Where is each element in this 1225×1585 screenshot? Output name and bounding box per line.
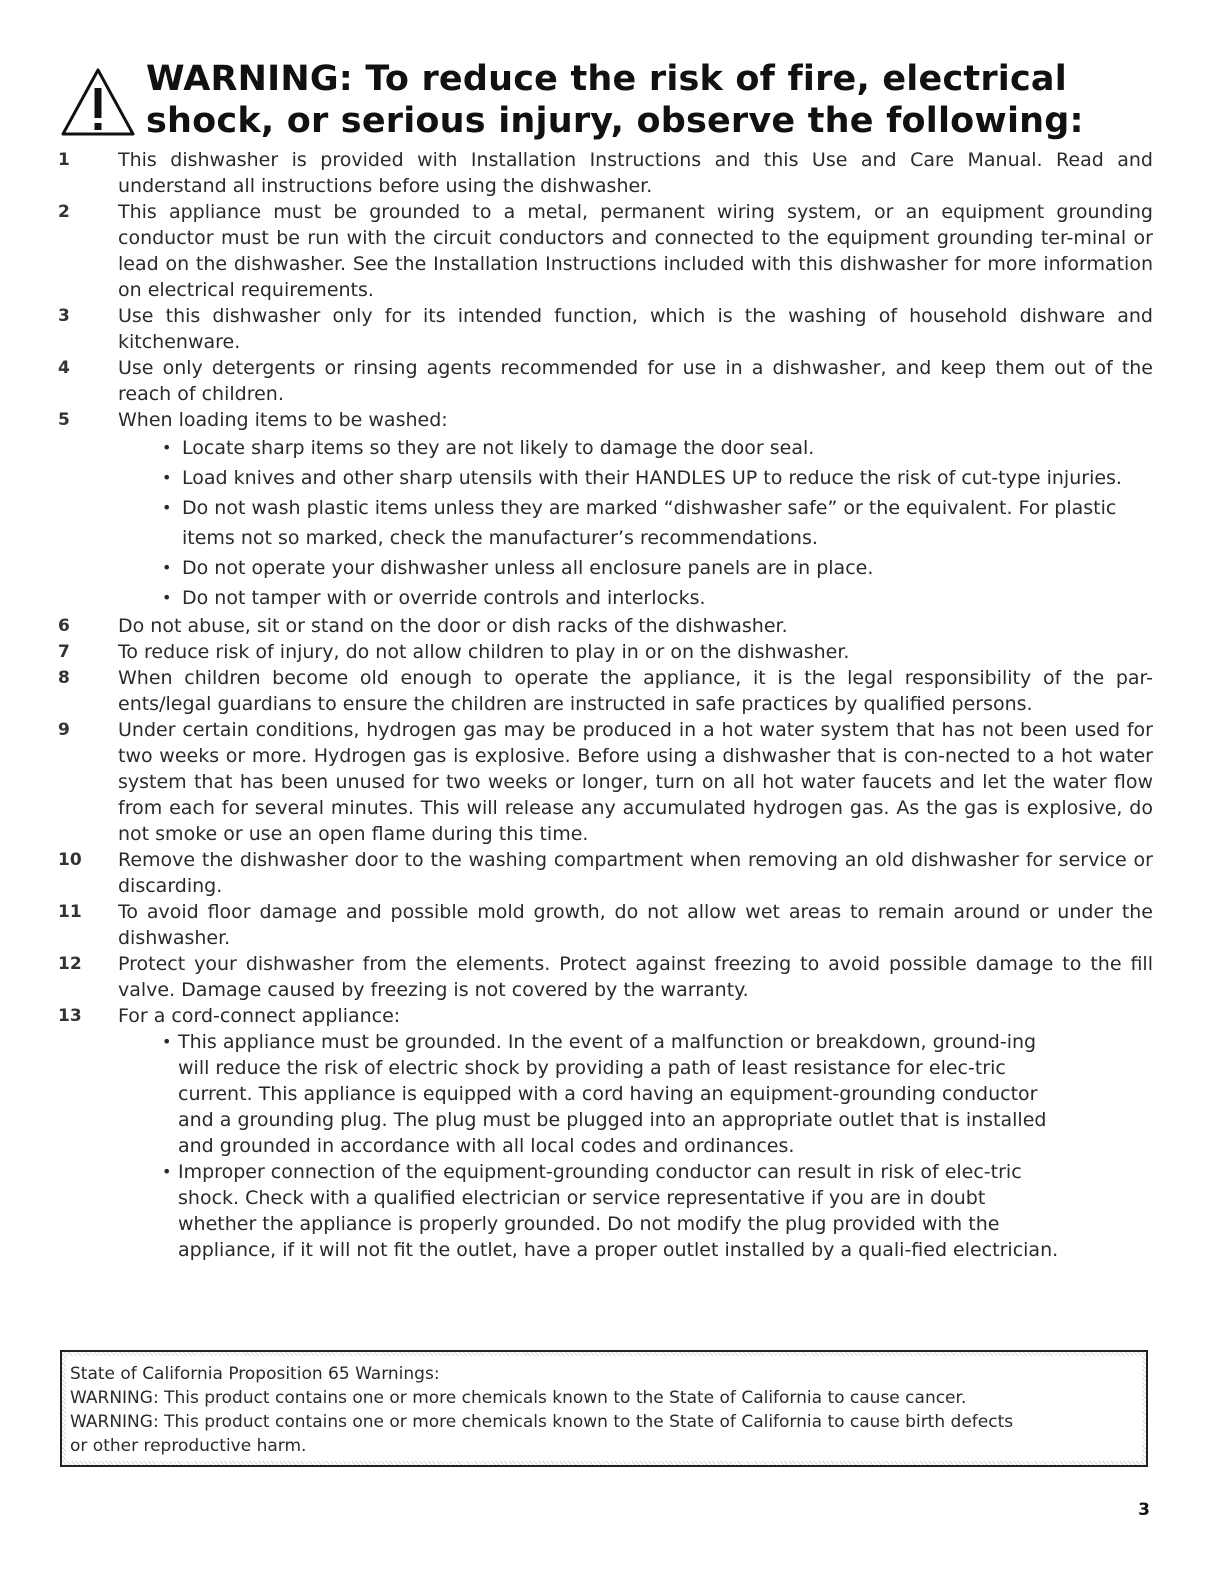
item-text: Under certain conditions, hydrogen gas may be produced in a hot water system that has not been used for two weeks or more. Hydrogen gas is explosive. Before using a dishwasher that is con-nected to a hot water system that has been unused for two weeks or longer, turn on all hot water faucets and let the water flow from each for several minutes. This will release any accumulated hydrogen gas. As the gas is explosive, do not smoke or use an open flame during this time. [118, 719, 1153, 845]
bullet-item: • Load knives and other sharp utensils with their HANDLES UP to reduce the risk of cut-type injuries. [160, 463, 1153, 493]
list-item [58, 199, 1153, 303]
item-number: 7 [58, 642, 70, 662]
item-text: Use this dishwasher only for its intended function, which is the washing of household dishware and kitchenware. [118, 305, 1153, 353]
warning-heading-line2: shock, or serious injury, observe the following: [146, 101, 1084, 141]
item-text: To avoid floor damage and possible mold growth, do not allow wet areas to remain around or under the dishwasher. [118, 901, 1153, 949]
list-item [58, 303, 1153, 355]
prop65-warning-box [60, 1350, 1148, 1467]
item-text: To reduce risk of injury, do not allow children to play in or on the dishwasher. [118, 641, 850, 663]
warning-heading [146, 58, 1186, 142]
list-item [58, 355, 1153, 407]
item-text: When loading items to be washed: [118, 409, 448, 431]
prop65-text [66, 1356, 1142, 1461]
item-text: This dishwasher is provided with Installation Instructions and this Use and Care Manual. Read and understand all instructions before using the dishwasher. [118, 149, 1153, 197]
item-text: For a cord-connect appliance: [118, 1005, 401, 1027]
bullet-item: • Do not wash plastic items unless they are marked “dishwasher safe” or the equivalent. For plastic items not so marked, check the manufacturer’s recommendations. [160, 493, 1153, 553]
prop65-title: State of California Proposition 65 Warnings: [70, 1364, 440, 1384]
bullet-item: • Do not operate your dishwasher unless all enclosure panels are in place. [160, 553, 1153, 583]
prop65-line: or other reproductive harm. [70, 1436, 307, 1456]
item-text: Use only detergents or rinsing agents recommended for use in a dishwasher, and keep them out of the reach of children. [118, 357, 1153, 405]
list-item [58, 951, 1153, 1003]
item-number: 12 [58, 954, 82, 974]
list-item [58, 847, 1153, 899]
cord-connect-bullets [58, 1029, 1153, 1263]
item-number: 5 [58, 410, 70, 430]
list-item [58, 407, 1153, 433]
list-item [58, 1003, 1153, 1029]
bullet-item: • Do not tamper with or override controls and interlocks. [160, 583, 1153, 613]
list-item [58, 613, 1153, 639]
list-item [58, 717, 1153, 847]
item-number: 9 [58, 720, 70, 740]
list-item [58, 665, 1153, 717]
item-text: Protect your dishwasher from the elements. Protect against freezing to avoid possible damage to the fill valve. Damage caused by freezing is not covered by the warranty. [118, 953, 1153, 1001]
bullet-item: • This appliance must be grounded. In the event of a malfunction or breakdown, ground-ing will reduce the risk of electric shock by providing a path of least resistance for elec-tric current. This appliance is equipped with a cord having an equipment-grounding conductor and a grounding plug. The plug must be plugged into an appropriate outlet that is installed and grounded in accordance with all local codes and ordinances. [160, 1029, 1068, 1159]
item-text: Do not abuse, sit or stand on the door or dish racks of the dishwasher. [118, 615, 788, 637]
prop65-line: WARNING: This product contains one or more chemicals known to the State of California to cause cancer. [70, 1388, 967, 1408]
item-number: 10 [58, 850, 82, 870]
warning-heading-line1: WARNING: To reduce the risk of fire, electrical [146, 59, 1067, 99]
item-number: 6 [58, 616, 70, 636]
bullet-item: • Locate sharp items so they are not likely to damage the door seal. [160, 433, 1153, 463]
item-text: This appliance must be grounded to a metal, permanent wiring system, or an equipment grounding conductor must be run with the circuit conductors and connected to the equipment grounding ter-minal or lead on the dishwasher. See the Installation Instructions included with this dishwasher for more information on electrical requirements. [118, 201, 1153, 301]
item-number: 1 [58, 150, 70, 170]
item-number: 8 [58, 668, 70, 688]
item-text: Remove the dishwasher door to the washing compartment when removing an old dishwasher for service or discarding. [118, 849, 1153, 897]
warning-header [60, 58, 1180, 148]
item-number: 4 [58, 358, 70, 378]
bullet-item: • Improper connection of the equipment-grounding conductor can result in risk of elec-tric shock. Check with a qualified electrician or service representative if you are in doubt whether the appliance is properly grounded. Do not modify the plug provided with the appliance, if it will not fit the outlet, have a proper outlet installed by a quali-fied electrician. [160, 1159, 1068, 1263]
list-item [58, 899, 1153, 951]
item-number: 11 [58, 902, 82, 922]
prop65-line: WARNING: This product contains one or more chemicals known to the State of California to cause birth defects [70, 1412, 1014, 1432]
item-number: 2 [58, 202, 70, 222]
item-number: 3 [58, 306, 70, 326]
item-number: 13 [58, 1006, 82, 1026]
item-text: When children become old enough to operate the appliance, it is the legal responsibility of the par-ents/legal guardians to ensure the children are instructed in safe practices by qualified persons. [118, 667, 1153, 715]
loading-bullets [58, 433, 1153, 613]
warning-triangle-icon [60, 66, 136, 138]
list-item [58, 147, 1153, 199]
list-item [58, 639, 1153, 665]
page-number: 3 [1138, 1500, 1150, 1520]
instruction-list [58, 147, 1153, 1263]
